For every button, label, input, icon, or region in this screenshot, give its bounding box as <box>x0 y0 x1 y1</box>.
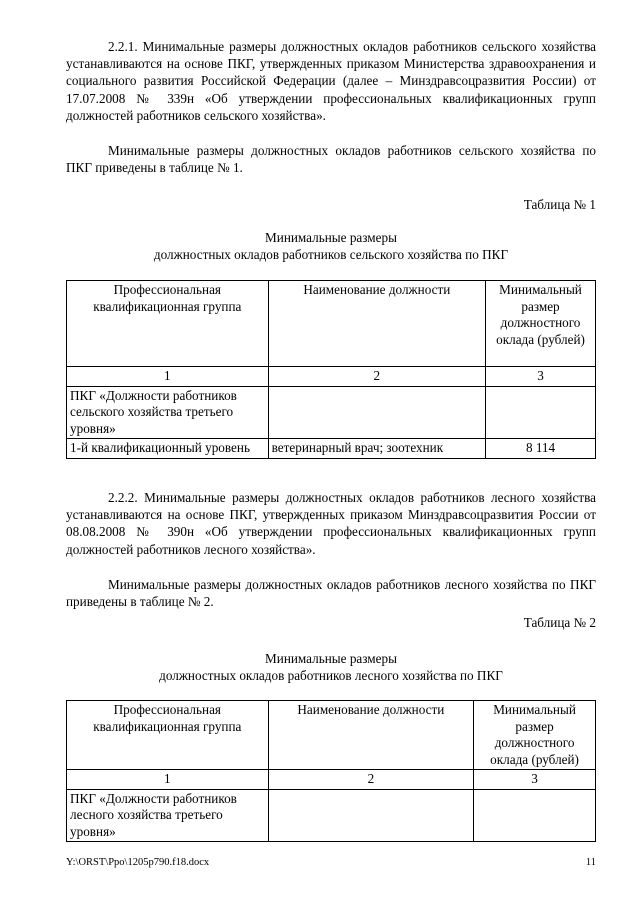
table2-header-row <box>67 701 596 770</box>
paragraph-table2-intro: Минимальные размеры должностных окладов работников лесного хозяйства по ПКГ приведены в таблице № 2. <box>66 577 596 610</box>
table1-header-salary: Минимальный размер должностного оклада (рублей) <box>486 281 596 367</box>
table2-cell-salary <box>474 789 596 842</box>
table2-number-row <box>67 770 596 790</box>
paragraph-2-2-1: 2.2.1. Минимальные размеры должностных окладов работников сельского хозяйства устанавливаются на основе ПКГ, утвержденных приказом Министерства здравоохранения и социального развития Российской Федерации (далее – Минздравсоцразвития России) от 17.07.2008 № 339н «Об утверждении профессиональных квалификационных групп должностей работников сельского хозяйства». <box>66 39 596 123</box>
table1-number-row <box>67 367 596 387</box>
table1-cell-salary: 8 114 <box>486 439 596 459</box>
table2-col-number: 2 <box>268 770 474 790</box>
table1-caption: Таблица № 1 <box>523 197 596 212</box>
table2-cell-position <box>268 789 474 842</box>
table-row <box>67 789 596 842</box>
paragraph-2-2-2: 2.2.2. Минимальные размеры должностных окладов работников лесного хозяйства устанавливаются на основе ПКГ, утвержденных приказом Минздравсоцразвития России от 08.08.2008 № 390н «Об утверждении профессиональных квалификационных групп должностей работников лесного хозяйства». <box>66 490 596 557</box>
table1-cell-group: 1-й квалификационный уровень <box>67 439 269 459</box>
table2-title-line1: Минимальные размеры <box>265 651 397 666</box>
table1-title-line1: Минимальные размеры <box>265 230 397 245</box>
table1-col-number: 3 <box>486 367 596 387</box>
table1-cell-group: ПКГ «Должности работников сельского хозяйства третьего уровня» <box>67 386 269 439</box>
footer-file-path: Y:\ORST\Ppo\1205p790.f18.docx <box>66 857 210 868</box>
table2-title-line2: должностных окладов работников лесного хозяйства по ПКГ <box>159 668 503 683</box>
table1-cell-salary <box>486 386 596 439</box>
paragraph-table1-intro: Минимальные размеры должностных окладов работников сельского хозяйства по ПКГ приведены в таблице № 1. <box>66 143 596 176</box>
table2-caption: Таблица № 2 <box>523 615 596 630</box>
table1-col-number: 1 <box>67 367 269 387</box>
table2-cell-group: ПКГ «Должности работников лесного хозяйства третьего уровня» <box>67 789 269 842</box>
table1-cell-position: ветеринарный врач; зоотехник <box>268 439 485 459</box>
table2 <box>66 700 596 842</box>
table1-header-row <box>67 281 596 367</box>
table2-header-position: Наименование должности <box>268 701 474 770</box>
table2-header-group: Профессиональная квалификационная группа <box>67 701 269 770</box>
table-row <box>67 439 596 459</box>
table2-col-number: 3 <box>474 770 596 790</box>
table2-header-salary: Минимальный размер должностного оклада (рублей) <box>474 701 596 770</box>
table-row <box>67 386 596 439</box>
table1-cell-position <box>268 386 485 439</box>
table1-col-number: 2 <box>268 367 485 387</box>
table1-title-line2: должностных окладов работников сельского хозяйства по ПКГ <box>153 247 509 262</box>
footer-page-number: 11 <box>585 857 596 868</box>
table2-col-number: 1 <box>67 770 269 790</box>
table1-header-group: Профессиональная квалификационная группа <box>67 281 269 367</box>
table1-header-position: Наименование должности <box>268 281 485 367</box>
table1 <box>66 280 596 459</box>
